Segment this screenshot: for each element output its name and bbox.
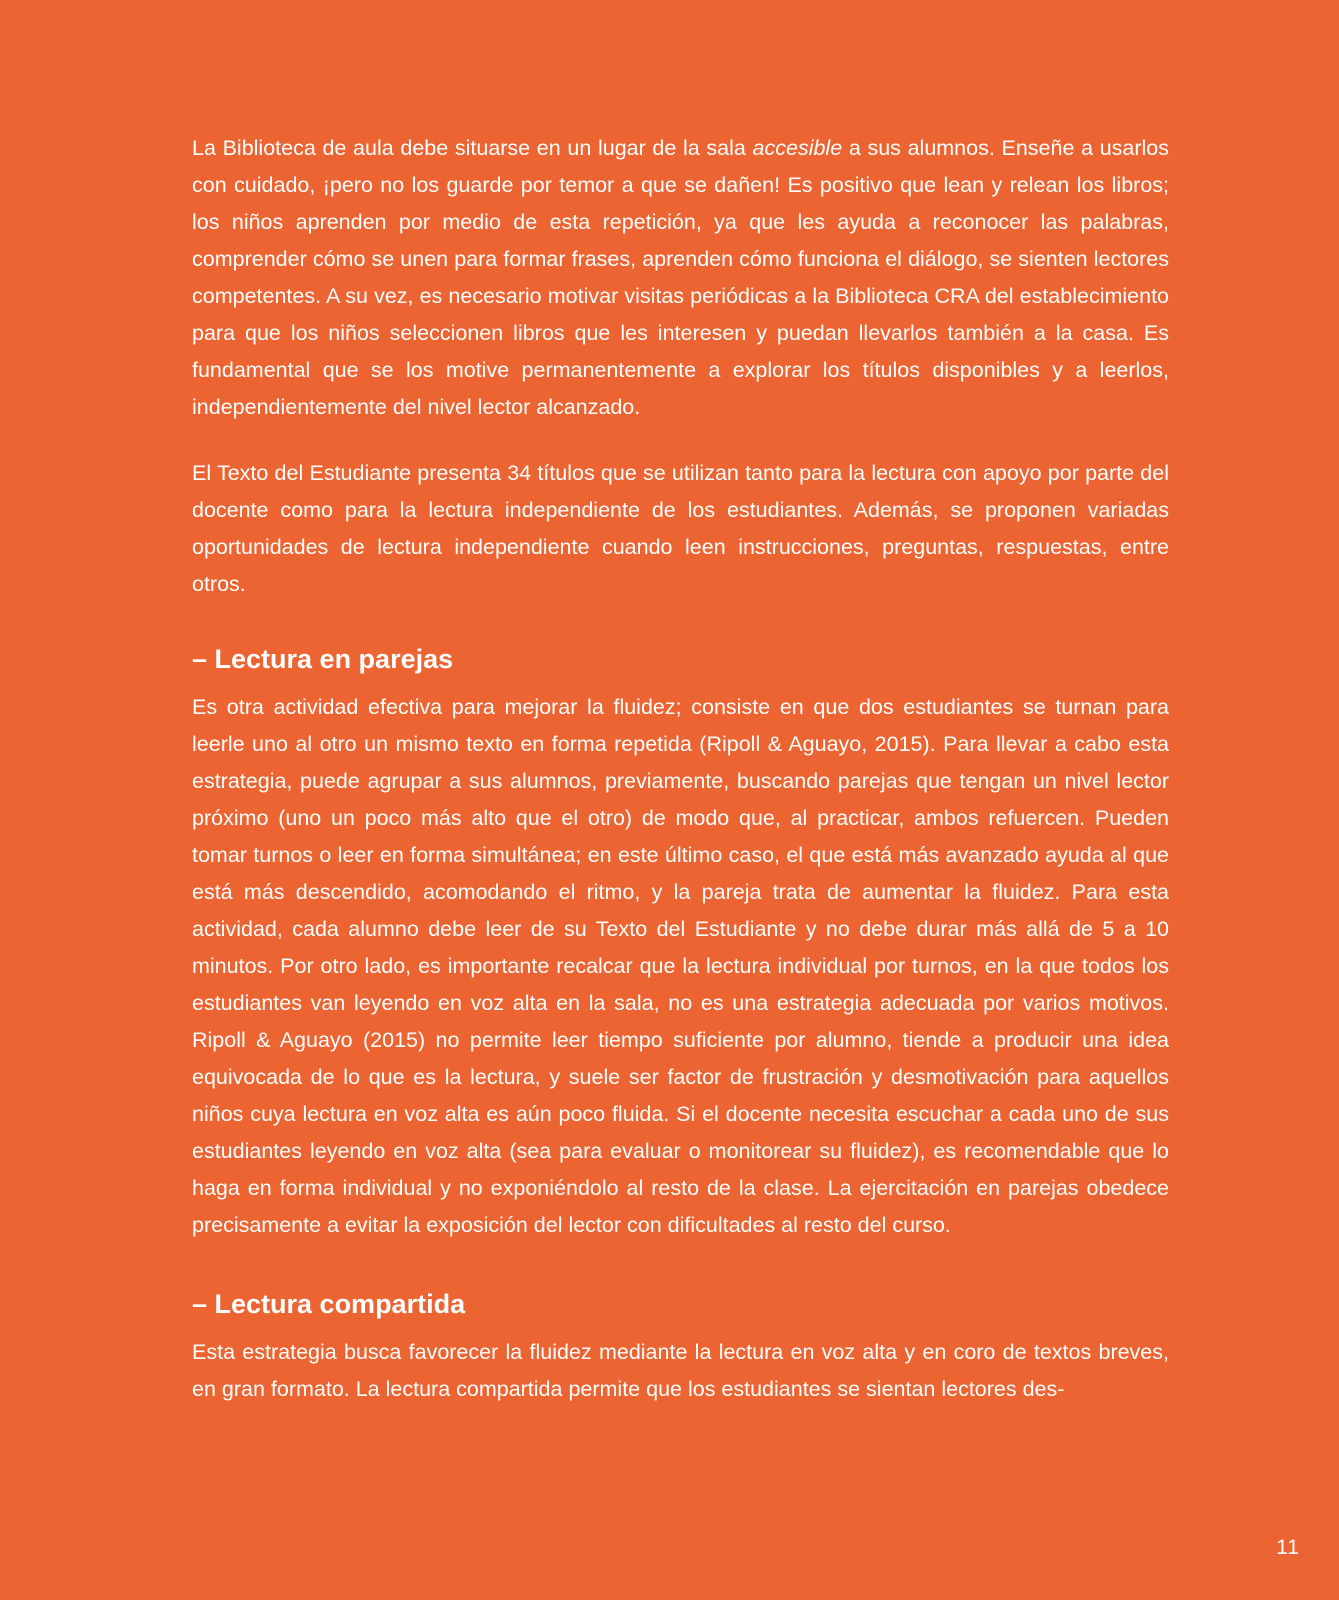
intro-section [192,130,1169,603]
section-body-lectura-en-parejas: Es otra actividad efectiva para mejorar la fluidez; consiste en que dos estudiantes se turnan para leerle uno al otro un mismo texto en forma repetida (Ripoll & Aguayo, 2015). Para llevar a cabo esta estrategia, puede agrupar a sus alumnos, previamente, buscando parejas que tengan un nivel lector próximo (uno un poco más alto que el otro) de modo que, al practicar, ambos refuercen. Pueden tomar turnos o leer en forma simultánea; en este último caso, el que está más avanzado ayuda al que está más descendido, acomodando el ritmo, y la pareja trata de aumentar la fluidez. Para esta actividad, cada alumno debe leer de su Texto del Estudiante y no debe durar más allá de 5 a 10 minutos. Por otro lado, es importante recalcar que la lectura individual por turnos, en la que todos los estudiantes van leyendo en voz alta en la sala, no es una estrategia adecuada por varios motivos. Ripoll & Aguayo (2015) no permite leer tiempo suficiente por alumno, tiende a producir una idea equivocada de lo que es la lectura, y suele ser factor de frustración y desmotivación para aquellos niños cuya lectura en voz alta es aún poco fluida. Si el docente necesita escuchar a cada uno de sus estudiantes leyendo en voz alta (sea para evaluar o monitorear su fluidez), es recomendable que lo haga en forma individual y no exponiéndolo al resto de la clase. La ejercitación en parejas obedece precisamente a evitar la exposición del lector con dificultades al resto del curso. [192,695,1169,1237]
intro-paragraph-1-end: a sus alumnos. Enseñe a usarlos con cuidado, ¡pero no los guarde por temor a que se dañen! Es positivo que lean y relean los libros; los niños aprenden por medio de esta repetición, ya que les ayuda a reconocer las palabras, comprender cómo se unen para formar frases, aprenden cómo funciona el diálogo, se sienten lectores competentes. A su vez, es necesario motivar visitas periódicas a la Biblioteca CRA del establecimiento para que los niños seleccionen libros que les interesen y puedan llevarlos también a la casa. Es fundamental que se los motive permanentemente a explorar los títulos disponibles y a leerlos, independientemente del nivel lector alcanzado. [192,136,1170,419]
section-title-lectura-compartida: – Lectura compartida [192,1289,466,1319]
intro-paragraph-1 [192,130,1169,426]
intro-paragraph-1-start: La Biblioteca de aula debe situarse en un lugar de la sala [192,136,753,160]
emphasis-accesible: accesible [752,136,843,160]
section-body-lectura-compartida: Esta estrategia busca favorecer la fluidez mediante la lectura en voz alta y en coro de textos breves, en gran formato. La lectura compartida permite que los estudiantes se sientan lectores des- [192,1340,1169,1401]
section-lectura-en-parejas [192,639,1169,1244]
page-number: 11 [1276,1536,1300,1559]
intro-paragraph-2: El Texto del Estudiante presenta 34 títulos que se utilizan tanto para la lectura con apoyo por parte del docente como para la lectura independiente de los estudiantes. Además, se proponen variadas oportunidades de lectura independiente cuando leen instrucciones, preguntas, respuestas, entre otros. [192,461,1169,596]
section-lectura-compartida [192,1284,1169,1408]
page-content [192,130,1169,1408]
section-title-lectura-en-parejas: – Lectura en parejas [192,644,454,674]
